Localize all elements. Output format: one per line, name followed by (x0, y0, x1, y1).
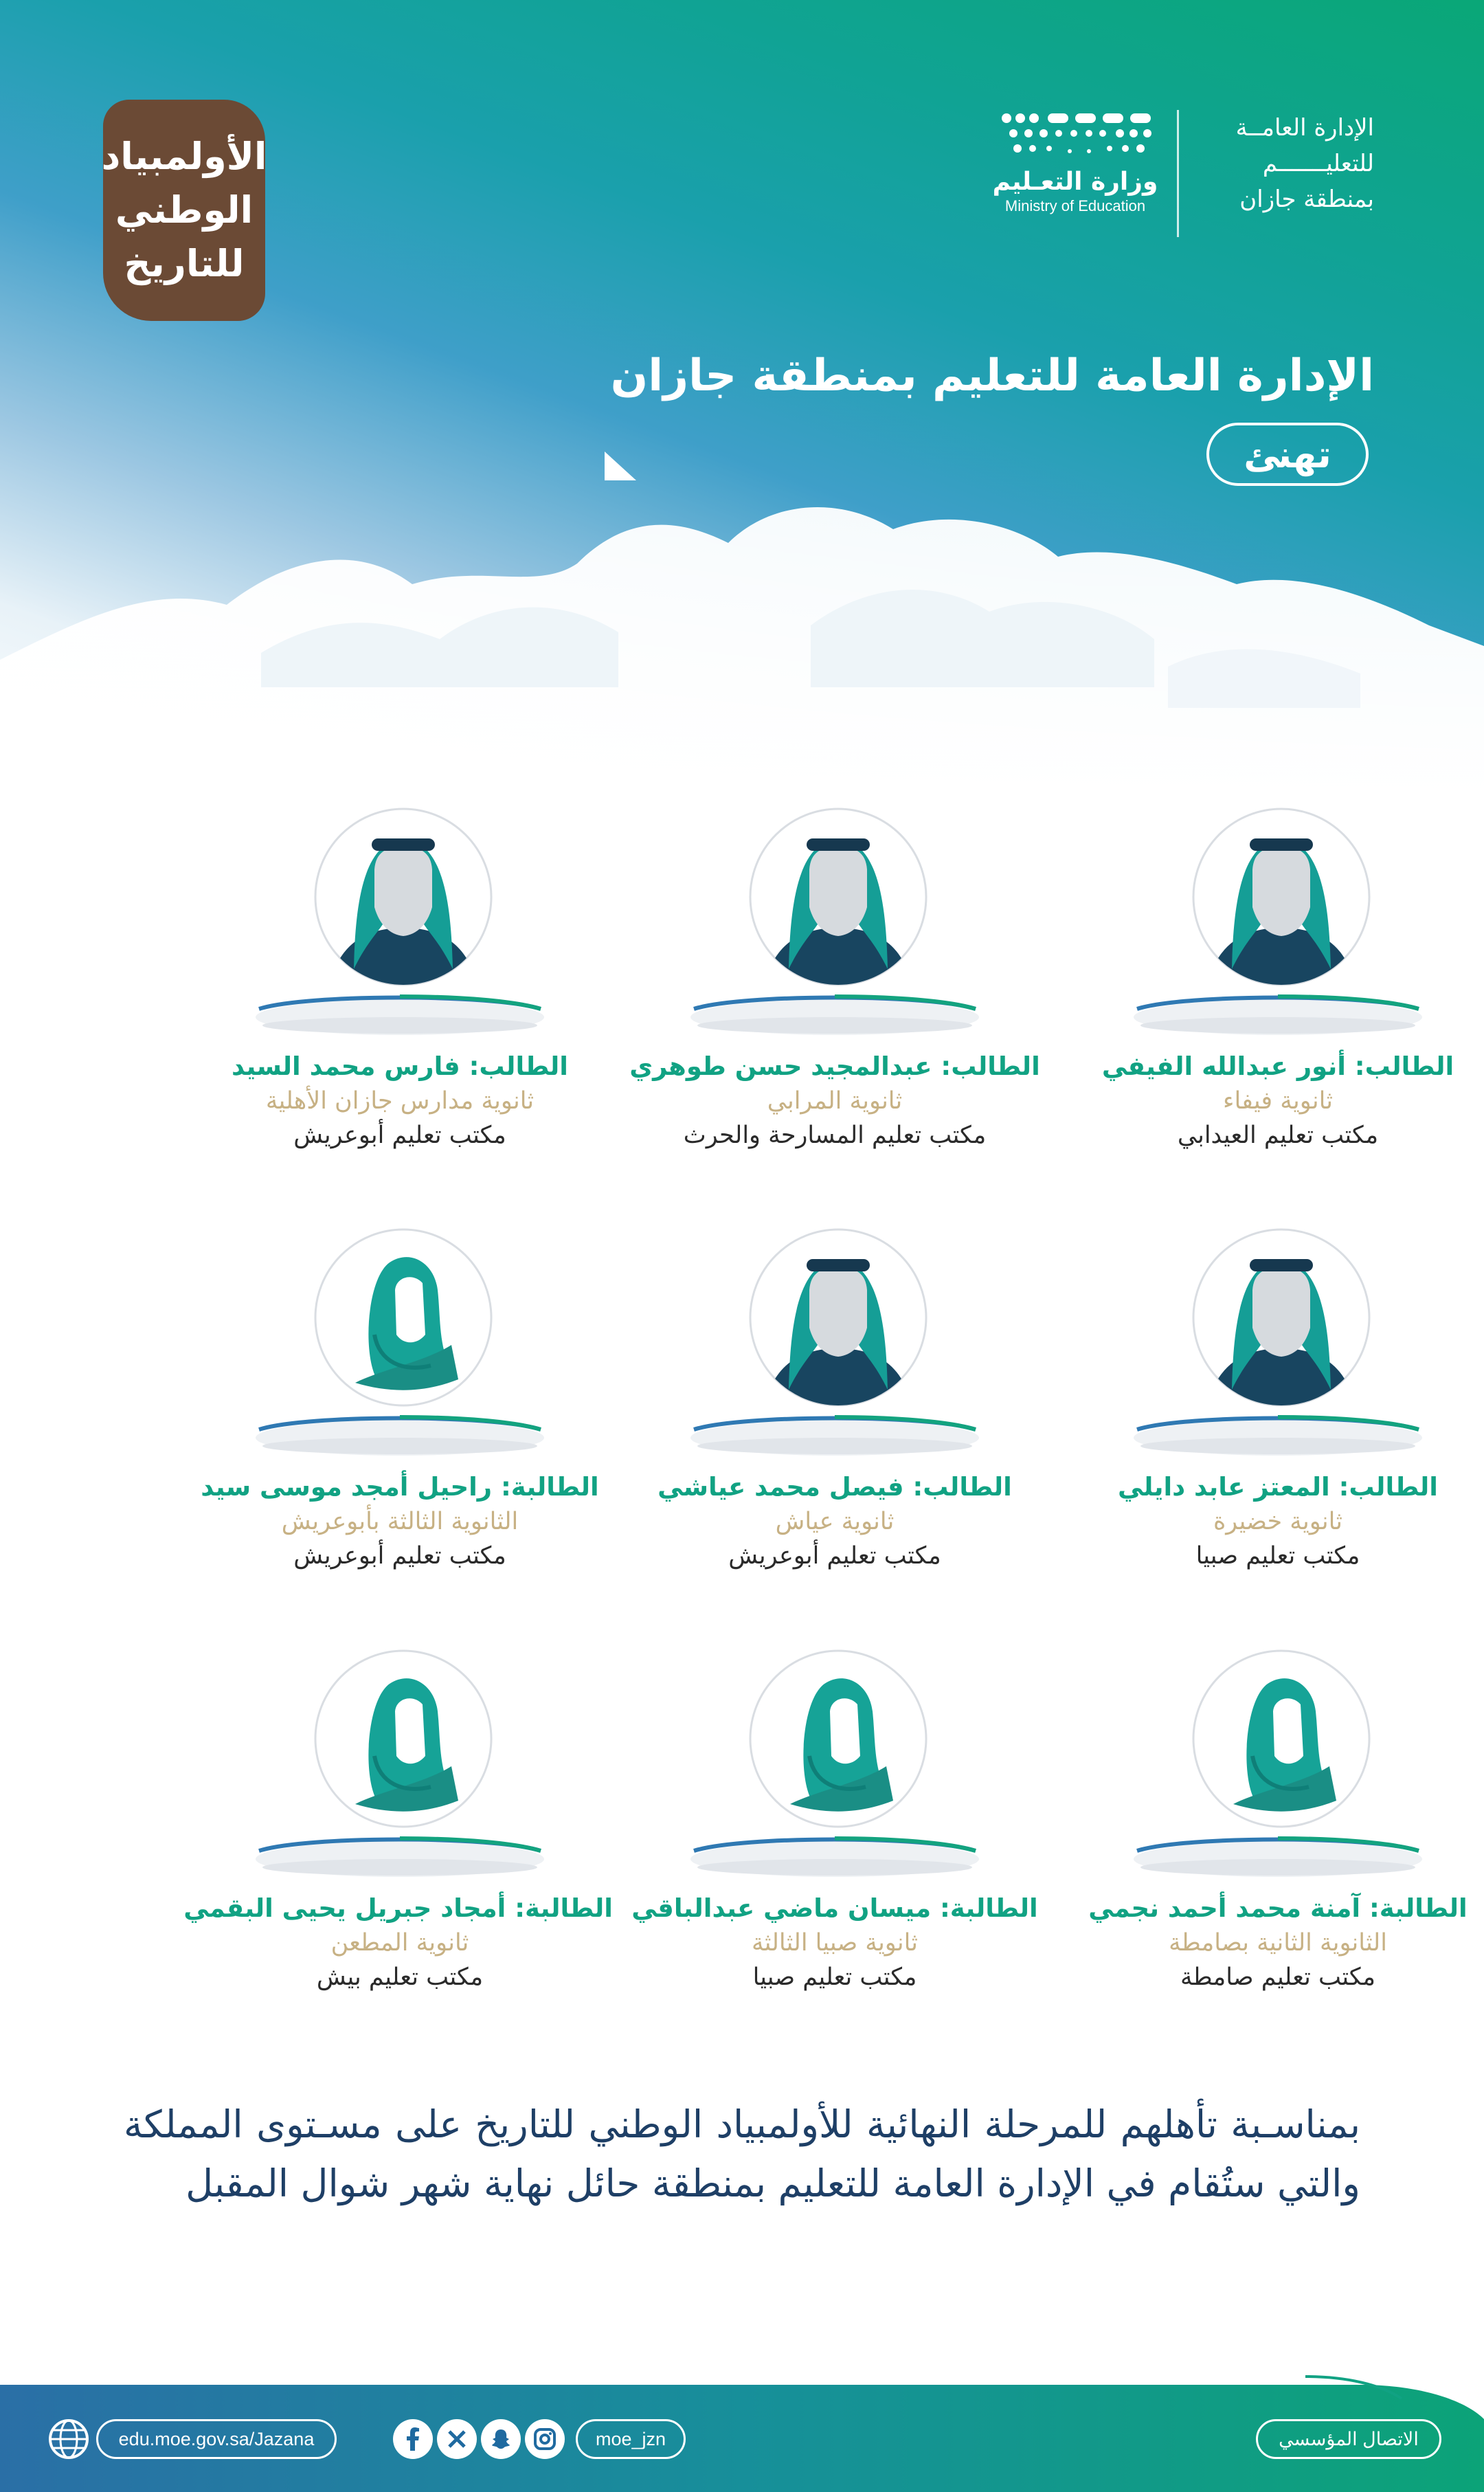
ministry-dots-icon (993, 110, 1158, 165)
corporate-communication-label: الاتصال المؤسسي (1256, 2419, 1441, 2459)
department-line-1: الإدارة العامــة (1235, 114, 1374, 142)
pedestal-illustration (1130, 990, 1426, 1038)
student-name: الطالب: فارس محمد السيد (232, 1052, 568, 1081)
female-avatar-icon (314, 1646, 493, 1838)
student-school: ثانوية صبيا الثالثة (751, 1929, 919, 1957)
student-office: مكتب تعليم أبوعريش (293, 1542, 506, 1570)
footer (0, 2371, 1484, 2492)
student-name: الطالبة: آمنة محمد أحمد نجمي (1088, 1893, 1468, 1923)
male-avatar-icon (1192, 804, 1371, 997)
student-school: الثانوية الثالثة بأبوعريش (281, 1508, 519, 1535)
student-name: الطالب: المعتز عابد دايلي (1118, 1472, 1438, 1502)
pedestal-illustration (1130, 1832, 1426, 1880)
student-card (622, 804, 1048, 1189)
students-grid (0, 804, 1484, 2027)
student-office: مكتب تعليم بيش (316, 1963, 484, 1991)
student-school: ثانوية عياش (775, 1508, 895, 1535)
occasion-text: بمناسـبة تأهلهم للمرحلة النهائية للأولمبياد الوطني للتاريخ على مسـتوى المملكة والتي ستُقام في الإدارة العامة للتعليم بمنطقة حائل نهاية شهر شوال المقبل (124, 2102, 1360, 2205)
department-line-2: للتعليـــــــم (1262, 150, 1374, 177)
ministry-name-en: Ministry of Education (1004, 197, 1146, 214)
pedestal-illustration (252, 1832, 548, 1880)
student-card (622, 1225, 1048, 1610)
student-school: ثانوية مدارس جازان الأهلية (265, 1087, 535, 1115)
page-title: الإدارة العامة للتعليم بمنطقة جازان (610, 351, 1374, 401)
ministry-logo (989, 110, 1161, 215)
male-avatar-icon (314, 804, 493, 997)
history-olympiad-logo (103, 100, 265, 321)
pedestal-illustration (687, 1410, 982, 1458)
student-office: مكتب تعليم أبوعريش (728, 1542, 941, 1570)
student-name: الطالبة: أمجاد جبريل يحيى البقمي (183, 1893, 613, 1923)
student-office: مكتب تعليم صبيا (752, 1963, 917, 1991)
student-card (1065, 804, 1484, 1189)
pedestal-illustration (687, 1832, 982, 1880)
pedestal-illustration (1130, 1410, 1426, 1458)
logo-line-3: للتاريخ (124, 242, 245, 285)
congrats-badge: تهنئ (1206, 423, 1369, 486)
student-school: الثانوية الثانية بصامطة (1169, 1929, 1387, 1957)
department-name (1202, 110, 1374, 217)
student-card (1065, 1646, 1484, 2031)
student-name: الطالب: فيصل محمد عياشي (657, 1472, 1012, 1502)
student-name: الطالبة: راحيل أمجد موسى سيد (201, 1472, 599, 1502)
facebook-icon[interactable] (393, 2419, 433, 2459)
student-office: مكتب تعليم صبيا (1195, 1542, 1360, 1570)
social-handle-link[interactable]: moe_jzn (576, 2419, 686, 2459)
student-school: ثانوية المطعن (330, 1929, 469, 1957)
moe-header (989, 110, 1374, 234)
student-card (1065, 1225, 1484, 1610)
student-school: ثانوية خضيرة (1213, 1508, 1343, 1535)
student-name: الطالب: أنور عبدالله الفيفي (1101, 1052, 1454, 1081)
student-card (187, 804, 613, 1189)
male-avatar-icon (749, 1225, 928, 1417)
student-card (187, 1225, 613, 1610)
student-name: الطالبة: ميسان ماضي عبدالباقي (631, 1893, 1038, 1923)
x-icon[interactable] (437, 2419, 477, 2459)
pedestal-illustration (252, 990, 548, 1038)
student-office: مكتب تعليم صامطة (1180, 1963, 1375, 1991)
student-school: ثانوية المرابي (767, 1087, 903, 1115)
student-office: مكتب تعليم أبوعريش (293, 1122, 506, 1149)
student-name: الطالب: عبدالمجيد حسن طوهري (629, 1052, 1040, 1081)
clouds-illustration (0, 481, 1484, 797)
male-avatar-icon (1192, 1225, 1371, 1417)
website-link[interactable]: edu.moe.gov.sa/Jazana (96, 2419, 337, 2459)
department-line-3: بمنطقة جازان (1239, 186, 1374, 213)
male-avatar-icon (749, 804, 928, 997)
student-office: مكتب تعليم العيدابي (1177, 1122, 1379, 1149)
female-avatar-icon (749, 1646, 928, 1838)
student-card (183, 1646, 613, 2031)
globe-icon (48, 2418, 89, 2460)
female-avatar-icon (314, 1225, 493, 1417)
snapchat-icon[interactable] (481, 2419, 521, 2459)
header-divider (1177, 110, 1179, 237)
pedestal-illustration (687, 990, 982, 1038)
student-office: مكتب تعليم المسارحة والحرث (683, 1122, 987, 1149)
triangle-icon (603, 450, 638, 482)
ministry-name-ar: وزارة التعـليم (992, 168, 1158, 196)
female-avatar-icon (1192, 1646, 1371, 1838)
logo-line-1: الأولمبياد (101, 135, 267, 178)
student-card (622, 1646, 1048, 2031)
student-school: ثانوية فيفاء (1223, 1087, 1333, 1115)
logo-line-2: الوطني (115, 188, 254, 232)
instagram-icon[interactable] (525, 2419, 565, 2459)
pedestal-illustration (252, 1410, 548, 1458)
